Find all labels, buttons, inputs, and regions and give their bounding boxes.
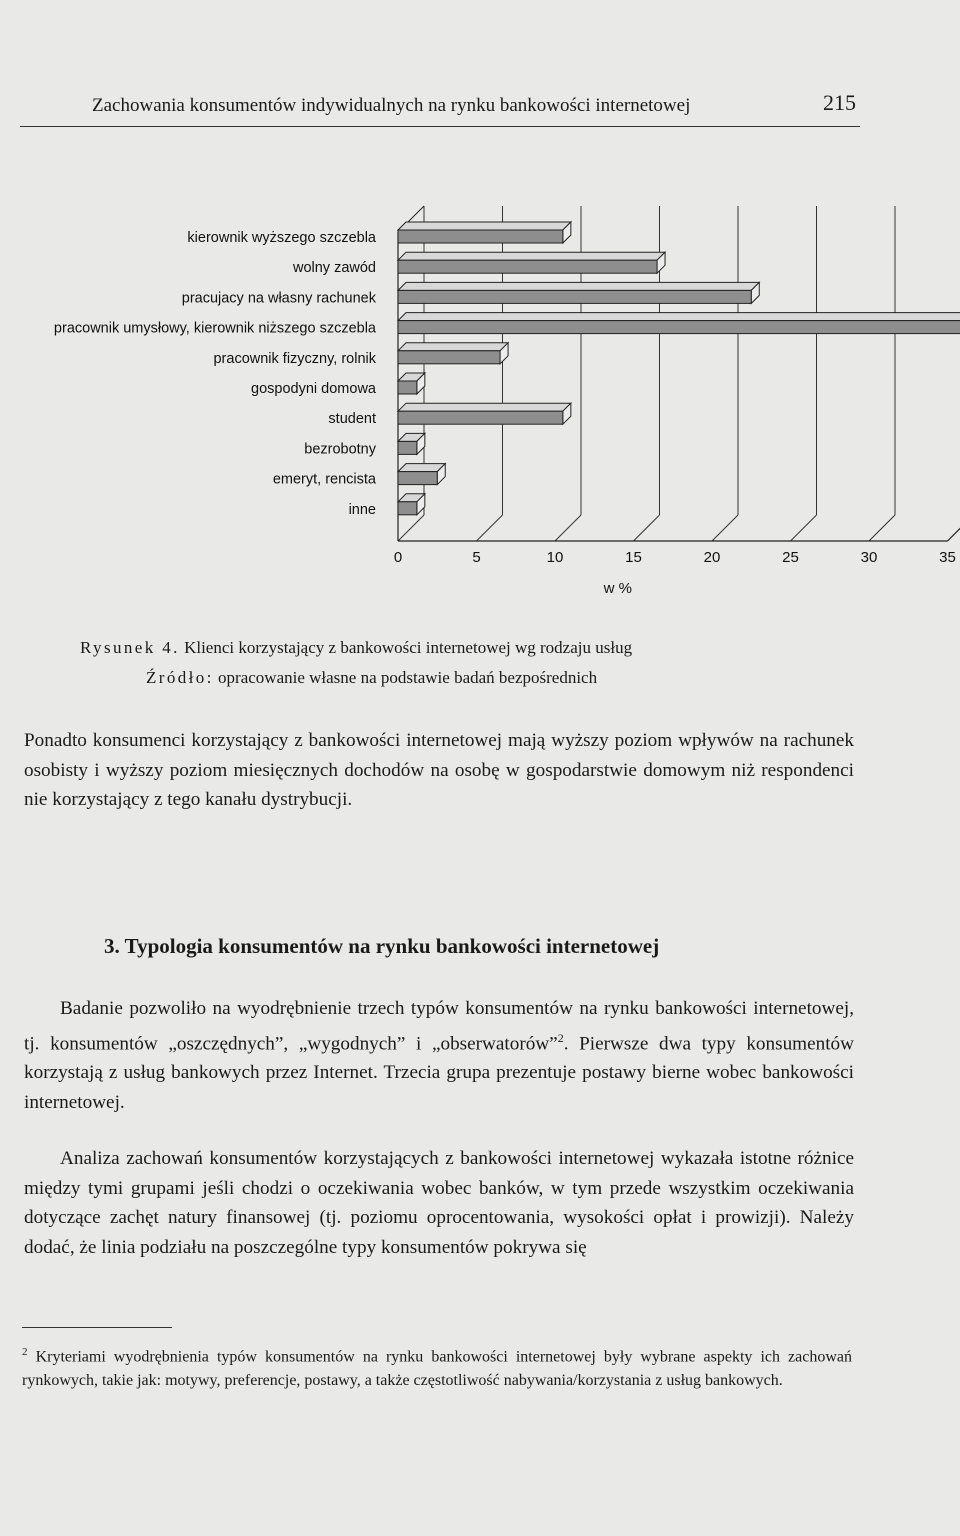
x-tick-20: 20 — [703, 549, 721, 566]
bar-3 — [398, 290, 751, 303]
paragraph-2 — [24, 994, 854, 1117]
figure-caption-label: Rysunek 4. — [80, 638, 180, 657]
running-header-title: Zachowania konsumentów indywidualnych na rynku bankowości internetowej — [92, 95, 691, 116]
x-axis-label: w % — [603, 580, 632, 597]
bar-1 — [398, 230, 563, 243]
floor-line-10 — [555, 515, 581, 541]
category-label-7: student — [328, 411, 376, 428]
bar-6 — [398, 381, 417, 394]
floor-line-25 — [791, 515, 817, 541]
page-number: 215 — [823, 90, 856, 115]
paragraph-1: Ponadto konsumenci korzystający z bankowości internetowej mają wyższy poziom wpływów na rachunek osobisty i wyższy poziom miesięcznych dochodów na osobę w gospodarstwie domowym niż respondenci nie korzystający z tego kanału dystrybucji. — [24, 730, 854, 810]
figure-source-label: Źródło: — [146, 668, 214, 687]
paragraph-2-part-b: . Pierwsze dwa typy konsumentów korzystają z usług bankowych przez Internet. Trzecia grupa prezentuje postawy bierne wobec bankowości internetowej. — [24, 1032, 854, 1113]
bar-top-7 — [398, 403, 571, 411]
figure-caption — [80, 638, 632, 658]
bar-5 — [398, 351, 500, 364]
category-label-9: emeryt, rencista — [272, 471, 376, 488]
footnote-rule — [22, 1327, 172, 1328]
x-tick-5: 5 — [472, 549, 481, 566]
bar-top-1 — [398, 222, 571, 230]
category-label-10: inne — [348, 501, 376, 518]
bar-top-2 — [398, 252, 665, 260]
bar-7 — [398, 411, 563, 424]
category-label-3: pracujacy na własny rachunek — [181, 290, 376, 307]
category-label-8: bezrobotny — [304, 441, 376, 458]
category-label-1: kierownik wyższego szczebla — [187, 230, 376, 246]
category-label-2: wolny zawód — [292, 260, 376, 277]
category-label-5: pracownik fizyczny, rolnik — [213, 350, 376, 367]
x-tick-25: 25 — [782, 549, 799, 566]
paragraph-3: Analiza zachowań konsumentów korzystających z bankowości internetowej wykazała istotne różnice między tymi grupami jeśli chodzi o oczekiwania wobec banków, w tym przede wszystkim oczekiwania dotyczące zachęt natury finansowej (tj. poziomu oprocentowania, wysokości opłat i prowizji). Należy dodać, że linia podziału na poszczególne typy konsumentów pokrywa się — [24, 1148, 854, 1258]
floor-right-edge — [948, 515, 960, 541]
bar-top-4 — [398, 313, 960, 321]
floor-line-5 — [477, 515, 503, 541]
x-tick-30: 30 — [860, 549, 878, 566]
bar-top-3 — [398, 282, 759, 290]
bar-8 — [398, 441, 417, 454]
x-tick-35: 35 — [939, 549, 956, 566]
footnote-ref: 2 — [557, 1030, 564, 1045]
footnote-number: 2 — [22, 1346, 28, 1358]
bar-chart — [0, 0, 960, 640]
floor-line-0 — [398, 515, 424, 541]
figure-source-text: opracowanie własne na podstawie badań bezpośrednich — [218, 668, 598, 687]
floor-line-20 — [712, 515, 738, 541]
floor-line-35 — [948, 515, 960, 541]
bar-9 — [398, 472, 437, 485]
category-label-6: gospodyni domowa — [251, 381, 376, 397]
x-tick-15: 15 — [625, 549, 642, 566]
section-heading: 3. Typologia konsumentów na rynku bankowości internetowej — [104, 934, 660, 958]
category-label-4: pracownik umysłowy, kierownik niższego szczebla — [53, 320, 376, 337]
footnote — [22, 1340, 852, 1393]
figure-caption-text: Klienci korzystający z bankowości internetowej wg rodzaju usług — [184, 638, 633, 657]
footnote-text: Kryteriami wyodrębnienia typów konsumentów na rynku bankowości internetowej były wybrane aspekty ich zachowań rynkowych, takie jak: motywy, preferencje, postawy, a także częstotliwość nabywania/korzystania z usług bankowych. — [22, 1348, 853, 1390]
bar-10 — [398, 502, 417, 515]
floor-line-30 — [869, 515, 895, 541]
paragraph-2-part-a: Badanie pozwoliło na wyodrębnienie trzech typów konsumentów na rynku bankowości internetowej, tj. konsumentów „oszczędnych”, „wygodnych” i „obserwatorów” — [24, 998, 854, 1054]
bar-2 — [398, 260, 657, 273]
x-tick-10: 10 — [546, 549, 564, 566]
figure-source — [146, 668, 597, 688]
x-tick-0: 0 — [393, 549, 403, 566]
floor-line-15 — [634, 515, 660, 541]
bar-4 — [398, 321, 960, 334]
bar-top-5 — [398, 343, 508, 351]
